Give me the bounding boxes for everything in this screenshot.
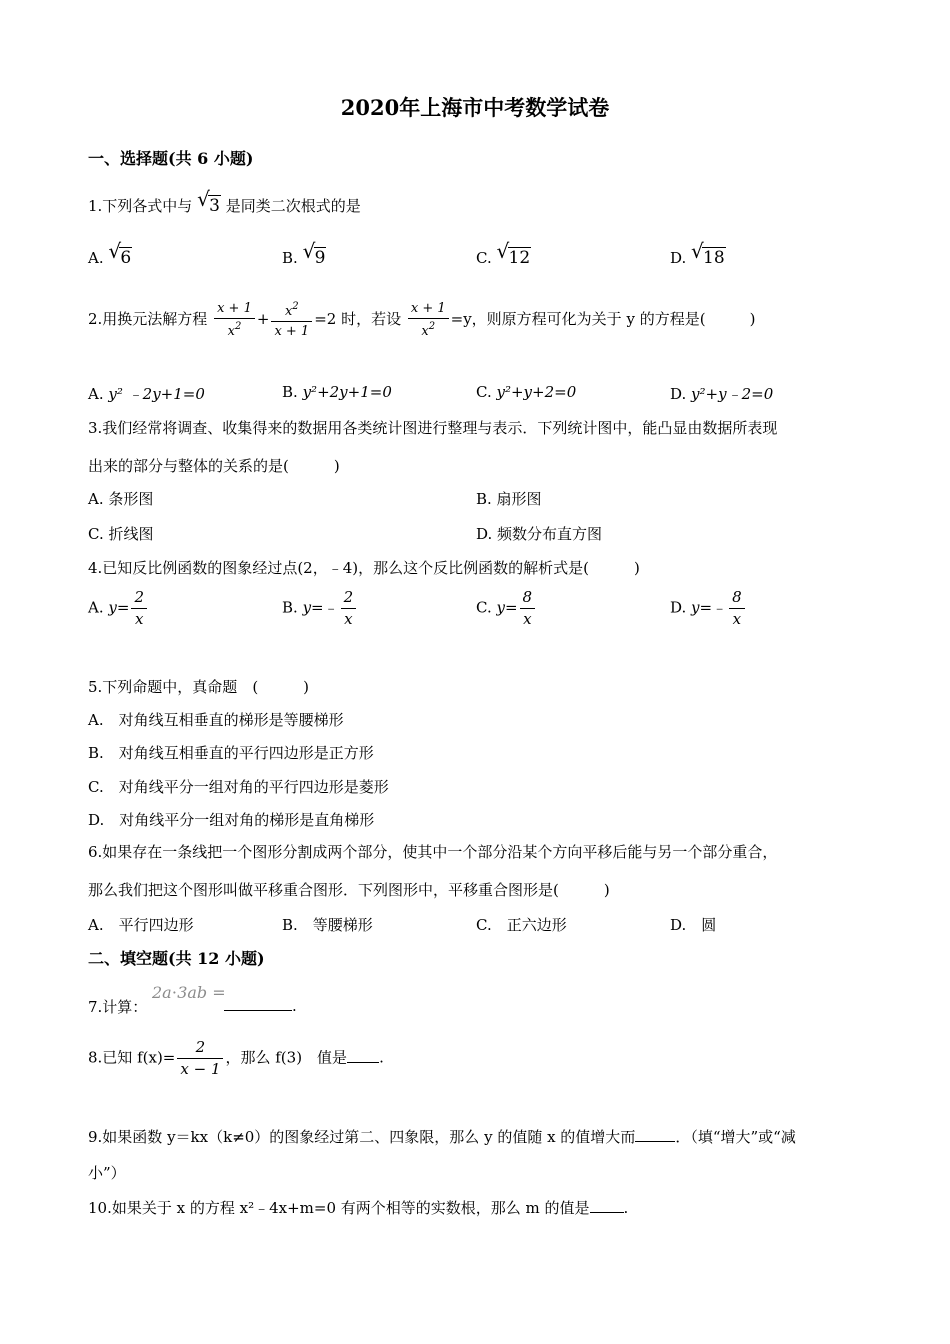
option-text: y²+y﹣2=0 bbox=[691, 385, 774, 403]
question-2-text-a: 2.用换元法解方程 bbox=[88, 310, 208, 328]
question-5-stem: 5.下列命题中，真命题 ( ) bbox=[88, 678, 310, 696]
numerator: 8 bbox=[732, 588, 742, 606]
sqrt-symbol: √ 6 bbox=[108, 239, 132, 268]
question-9-line-1 bbox=[88, 1126, 796, 1147]
q1-option-b bbox=[282, 239, 326, 268]
q5-option-b: B. 对角线互相垂直的平行四边形是正方形 bbox=[88, 744, 374, 762]
q6-option-a: A. 平行四边形 bbox=[88, 916, 194, 934]
question-1-stem bbox=[88, 187, 361, 216]
denominator: $x^2$ bbox=[408, 318, 449, 338]
answer-blank bbox=[635, 1127, 675, 1142]
question-8-stem bbox=[88, 1040, 384, 1077]
answer-blank bbox=[347, 1048, 379, 1063]
question-8-text-b: ，那么 f(3) 值是 bbox=[225, 1048, 348, 1067]
option-fraction bbox=[520, 590, 536, 627]
numerator: 2 bbox=[134, 588, 144, 606]
denominator: x bbox=[131, 608, 147, 627]
option-text: y²+y+2=0 bbox=[496, 383, 577, 401]
numerator: 2 bbox=[343, 588, 354, 606]
question-3-line-1: 3.我们经常将调查、收集得来的数据用各类统计图进行整理与表示．下列统计图中，能凸显由数据所表现 bbox=[88, 419, 778, 437]
numerator: 8 bbox=[522, 588, 533, 606]
q3-option-c: C. 折线图 bbox=[88, 525, 154, 543]
denominator: $x^2$ bbox=[214, 318, 255, 338]
option-text: y²+2y+1=0 bbox=[302, 383, 392, 401]
denominator: x − 1 bbox=[177, 1058, 223, 1077]
option-label: A. bbox=[88, 385, 104, 403]
denominator: x + 1 bbox=[271, 321, 312, 338]
q6-option-d: D. 圆 bbox=[670, 916, 717, 934]
option-label: B. bbox=[282, 598, 298, 617]
fraction-3 bbox=[408, 302, 449, 338]
q1-option-d bbox=[670, 239, 726, 268]
numerator: x + 1 bbox=[410, 301, 446, 316]
radicand: 6 bbox=[120, 248, 132, 268]
radicand: 9 bbox=[314, 248, 326, 268]
numerator: x + 1 bbox=[217, 301, 252, 316]
q3-option-d: D. 频数分布直方图 bbox=[476, 525, 603, 543]
option-fraction bbox=[341, 590, 357, 627]
sqrt-symbol: √ 18 bbox=[691, 239, 725, 268]
question-2-text-mid: =2 时，若设 bbox=[314, 310, 402, 328]
q4-option-d bbox=[670, 590, 747, 627]
question-9-text: 9.如果函数 y＝kx（k≠0）的图象经过第二、四象限，那么 y 的值随 x 的值增大而 bbox=[88, 1128, 636, 1146]
q5-option-a: A. 对角线互相垂直的梯形是等腰梯形 bbox=[88, 711, 344, 729]
option-lhs: y= bbox=[302, 598, 324, 617]
section-heading-fill: 二、填空题(共 12 小题) bbox=[88, 949, 265, 968]
option-label: D. bbox=[670, 249, 687, 267]
q6-option-c: C. 正六边形 bbox=[476, 916, 567, 934]
denominator: x bbox=[729, 608, 745, 627]
q4-option-c bbox=[476, 590, 537, 627]
fraction-1 bbox=[214, 302, 255, 338]
question-2-stem bbox=[88, 302, 755, 338]
q3-option-a: A. 条形图 bbox=[88, 490, 154, 508]
option-fraction bbox=[131, 590, 147, 627]
q1-option-c bbox=[476, 239, 531, 268]
question-6-line-2: 那么我们把这个图形叫做平移重合图形．下列图形中，平移重合图形是( ) bbox=[88, 881, 610, 899]
question-9-hint: ．（填“增大”或“减 bbox=[675, 1128, 796, 1146]
radicand: 12 bbox=[508, 248, 531, 268]
answer-blank bbox=[224, 996, 292, 1011]
option-sign: ﹣ bbox=[323, 598, 339, 617]
sqrt-symbol: √ 12 bbox=[496, 239, 531, 268]
option-label: D. bbox=[670, 385, 687, 403]
numerator: 2 bbox=[195, 1038, 206, 1056]
question-6-line-1: 6.如果存在一条线把一个图形分割成两个部分，使其中一个部分沿某个方向平移后能与另一个部分重合， bbox=[88, 843, 778, 861]
question-7-stem: 7.计算： bbox=[88, 998, 148, 1016]
radicand: 3 bbox=[209, 196, 220, 216]
q3-option-b: B. 扇形图 bbox=[476, 490, 542, 508]
option-label: C. bbox=[476, 249, 492, 267]
option-label: D. bbox=[670, 598, 687, 617]
period: . bbox=[292, 997, 297, 1015]
option-text: y² ﹣2y+1=0 bbox=[108, 385, 205, 403]
plus-sign: + bbox=[256, 310, 270, 328]
period: . bbox=[379, 1048, 384, 1067]
option-label: C. bbox=[476, 598, 492, 617]
radicand: 18 bbox=[703, 248, 725, 268]
option-label: B. bbox=[282, 249, 298, 267]
option-fraction bbox=[729, 590, 745, 627]
q2-option-c bbox=[476, 383, 576, 401]
denominator: x bbox=[520, 608, 536, 627]
fraction bbox=[177, 1040, 223, 1077]
question-4-stem: 4.已知反比例函数的图象经过点(2，﹣4)，那么这个反比例函数的解析式是( ) bbox=[88, 559, 640, 577]
sqrt-symbol: √ 9 bbox=[302, 239, 326, 268]
option-label: C. bbox=[476, 383, 492, 401]
close-paren: ) bbox=[749, 310, 756, 328]
option-lhs: y= bbox=[496, 598, 518, 617]
question-2-text-b: =y，则原方程可化为关于 y 的方程是( bbox=[450, 310, 706, 328]
question-3-line-2: 出来的部分与整体的关系的是( ) bbox=[88, 457, 340, 475]
question-8-text-a: 8.已知 f(x)= bbox=[88, 1048, 176, 1067]
option-sign: ﹣ bbox=[712, 598, 728, 617]
q4-option-b bbox=[282, 590, 358, 627]
q5-option-d: D. 对角线平分一组对角的梯形是直角梯形 bbox=[88, 811, 375, 829]
option-lhs: y= bbox=[108, 598, 130, 617]
option-label: B. bbox=[282, 383, 298, 401]
question-10-text: 10.如果关于 x 的方程 x²﹣4x+m=0 有两个相等的实数根，那么 m 的值是 bbox=[88, 1199, 590, 1217]
q4-option-a bbox=[88, 590, 149, 627]
denominator: x bbox=[341, 608, 357, 627]
question-1-text-a: 1.下列各式中与 bbox=[88, 197, 193, 215]
q1-option-a bbox=[88, 239, 132, 268]
numerator: $x^2$ bbox=[284, 301, 299, 319]
option-label: A. bbox=[88, 249, 104, 267]
question-9-line-2: 小”） bbox=[88, 1164, 126, 1182]
period: . bbox=[623, 1199, 629, 1217]
answer-blank bbox=[590, 1198, 624, 1213]
fraction-2 bbox=[271, 302, 312, 338]
section-heading-choice: 一、选择题(共 6 小题) bbox=[88, 149, 254, 168]
option-label: A. bbox=[88, 598, 104, 617]
page-title: 2020年上海市中考数学试卷 bbox=[340, 95, 610, 120]
q2-option-a bbox=[88, 383, 205, 404]
question-1-text-b: 是同类二次根式的是 bbox=[225, 197, 361, 215]
q2-option-d bbox=[670, 383, 773, 404]
question-7-answer bbox=[224, 996, 297, 1015]
q5-option-c: C. 对角线平分一组对角的平行四边形是菱形 bbox=[88, 778, 389, 796]
question-7-expression: 2a⋅3ab = bbox=[152, 983, 226, 1002]
q6-option-b: B. 等腰梯形 bbox=[282, 916, 373, 934]
sqrt-symbol: √ 3 bbox=[197, 187, 220, 216]
question-10-stem bbox=[88, 1197, 628, 1218]
q2-option-b bbox=[282, 383, 392, 401]
option-lhs: y= bbox=[691, 598, 713, 617]
